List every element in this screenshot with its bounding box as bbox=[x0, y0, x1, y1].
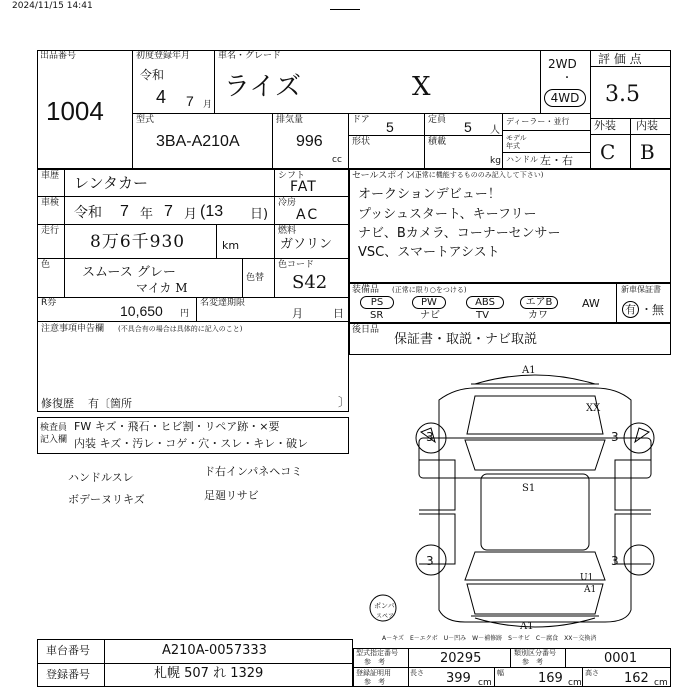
free-note-3: ド右インパネヘコミ bbox=[204, 465, 303, 478]
recycle-value: 10,650 bbox=[120, 303, 163, 319]
car-diagram bbox=[355, 360, 675, 630]
length-unit: cm bbox=[478, 678, 492, 688]
fuel-value: ガソリン bbox=[280, 237, 333, 252]
class-value: 0001 bbox=[604, 651, 638, 666]
notes-label: 注意事項申告欄 bbox=[41, 324, 105, 334]
repair-value: 有〔箇所 bbox=[88, 397, 132, 410]
inspection-label: 車検 bbox=[41, 198, 60, 208]
mileage-label: 走行 bbox=[41, 226, 60, 236]
model-value: 3BA-A210A bbox=[156, 133, 240, 150]
drive-4wd: 4WD bbox=[544, 89, 586, 107]
interior-label: 内装 bbox=[636, 119, 658, 132]
capacity-unit: 人 bbox=[490, 125, 500, 136]
doors-label: ドア bbox=[352, 115, 370, 125]
shift-value: FAT bbox=[290, 179, 317, 195]
aircon-label: 冷房 bbox=[278, 198, 297, 208]
sales-line-2: プッシュスタート、キーフリー bbox=[358, 207, 537, 222]
warranty-dot: ・ bbox=[641, 303, 652, 316]
displacement-unit: cc bbox=[332, 155, 342, 165]
warranty-no: 無 bbox=[652, 303, 665, 317]
inspection-month: 7 bbox=[164, 203, 173, 220]
width-label: 幅 bbox=[497, 669, 504, 677]
equip-leather: カワ bbox=[528, 310, 548, 321]
expiry-day-unit: 日 bbox=[333, 307, 344, 320]
sales-line-3: ナビ、Bカメラ、コーナーセンサー bbox=[358, 226, 561, 241]
mileage-value: 8万6千930 bbox=[90, 232, 186, 252]
sales-line-1: オークションデビュー！ bbox=[358, 187, 501, 202]
inspection-day: (13 bbox=[200, 203, 224, 220]
color-code-label: 色コード bbox=[278, 260, 315, 270]
type-sub: 参 考 bbox=[364, 658, 385, 666]
expiry-label: 名変達期限 bbox=[200, 298, 246, 308]
displacement-label: 排気量 bbox=[276, 115, 304, 125]
mark-rl-wheel: 3 bbox=[426, 554, 434, 568]
exterior-score: C bbox=[600, 140, 616, 164]
equip-sr: SR bbox=[370, 310, 384, 321]
height-unit: cm bbox=[654, 678, 668, 688]
equip-abs: ABS bbox=[466, 296, 504, 309]
width-unit: cm bbox=[568, 678, 582, 688]
height-value: 162 bbox=[624, 671, 649, 686]
expiry-month-unit: 月 bbox=[292, 307, 303, 320]
mark-fl-wheel: 3 bbox=[426, 430, 434, 444]
warranty-label: 新車保証書 bbox=[621, 285, 661, 294]
free-note-4: 足廻リサビ bbox=[204, 489, 259, 502]
timestamp: 2024/11/15 14:41 bbox=[12, 1, 93, 11]
equip-ps: PS bbox=[360, 296, 394, 309]
spare-label: スペア bbox=[376, 613, 395, 620]
equip-navi: ナビ bbox=[420, 310, 440, 321]
reg-cert-sub: 参 考 bbox=[364, 678, 385, 686]
inspection-year: 7 bbox=[120, 203, 129, 220]
free-note-2: ボデーヌリキズ bbox=[68, 493, 145, 506]
equip-pw: PW bbox=[412, 296, 446, 309]
sales-label: セールスポイント bbox=[352, 171, 424, 181]
inspector-label-2: 記入欄 bbox=[40, 435, 68, 445]
doors-value: 5 bbox=[386, 119, 394, 135]
dealer-label: ディーラー・並行 bbox=[506, 117, 570, 126]
first-reg-month-unit: 月 bbox=[203, 100, 213, 110]
chassis-value: A210A-0057333 bbox=[162, 643, 267, 658]
class-label: 類別区分番号 bbox=[514, 649, 556, 657]
displacement-value: 996 bbox=[296, 133, 323, 150]
interior-score: B bbox=[640, 140, 655, 164]
first-reg-label: 初度登録年月 bbox=[136, 51, 191, 61]
handle-value: 左・右 bbox=[540, 154, 573, 167]
lot-number: 1004 bbox=[46, 96, 104, 126]
repair-label: 修復歴 bbox=[41, 397, 74, 410]
equipment-sub: (正常に限り○をつける) bbox=[392, 286, 467, 294]
mark-fr-wheel: 3 bbox=[611, 430, 619, 444]
aircon-value: AC bbox=[296, 207, 320, 223]
color-line2: マイカ M bbox=[136, 281, 188, 295]
drive-dot: ・ bbox=[562, 73, 572, 84]
model-label: 型式 bbox=[136, 115, 155, 125]
inspector-label-1: 検査員 bbox=[40, 423, 68, 433]
free-note-1: ハンドルスレ bbox=[68, 471, 134, 484]
score-label: 評 価 点 bbox=[598, 52, 642, 66]
color-code: S42 bbox=[292, 272, 328, 293]
equip-aw: AW bbox=[582, 297, 600, 310]
equip-airbag: エアB bbox=[520, 296, 558, 309]
capacity-value: 5 bbox=[464, 119, 472, 135]
warranty-yes: 有 bbox=[622, 301, 639, 318]
shift-label: シフト bbox=[278, 171, 306, 181]
load-label: 積載 bbox=[428, 137, 447, 147]
car-name-label: 車名・グレード bbox=[218, 51, 282, 61]
first-reg-year: 4 bbox=[156, 87, 167, 107]
type-label: 型式指定番号 bbox=[356, 649, 398, 657]
mark-xx: XX bbox=[586, 403, 601, 414]
capacity-label: 定員 bbox=[428, 115, 447, 125]
color-change-label: 色替 bbox=[246, 273, 265, 283]
equipment-label: 装備品 bbox=[352, 285, 380, 295]
shape-label: 形状 bbox=[352, 137, 371, 147]
car-name: ライズ bbox=[224, 72, 301, 102]
length-label: 長さ bbox=[410, 669, 424, 677]
inspection-era: 令和 bbox=[74, 205, 102, 221]
exterior-label: 外装 bbox=[594, 119, 616, 132]
after-value: 保証書・取説・ナビ取説 bbox=[394, 332, 538, 347]
reg-cert-label: 登録証明用 bbox=[356, 669, 391, 677]
load-unit: kg bbox=[490, 156, 501, 166]
height-label: 高さ bbox=[585, 669, 599, 677]
fuel-label: 燃料 bbox=[278, 226, 297, 236]
width-value: 169 bbox=[538, 671, 563, 686]
inspector-line-2: 内装 キズ・汚レ・コゲ・穴・スレ・キレ・破レ bbox=[74, 437, 309, 450]
history-label: 車歴 bbox=[41, 171, 60, 181]
inspection-day-unit: 日) bbox=[250, 207, 269, 222]
mark-rr-wheel: 3 bbox=[611, 554, 619, 568]
mark-bumper: A1 bbox=[520, 621, 534, 632]
spare-note: ポンパ bbox=[374, 602, 395, 610]
type-value: 20295 bbox=[440, 651, 482, 666]
lot-label: 出品番号 bbox=[40, 51, 77, 61]
color-label: 色 bbox=[41, 260, 51, 270]
damage-legend: A－キズ E－エクボ U－凹み W－補修跡 S－サビ C－腐食 XX－交換済 bbox=[382, 635, 597, 642]
class-sub: 参 考 bbox=[522, 658, 543, 666]
mark-rear-a1: A1 bbox=[584, 585, 597, 595]
recycle-label: R券 bbox=[41, 298, 57, 308]
model-year-label: モデル 年式 bbox=[506, 134, 527, 150]
color-line1: スムース グレー bbox=[82, 265, 176, 280]
handle-label: ハンドル bbox=[506, 155, 538, 164]
mark-front: A1 bbox=[522, 365, 536, 376]
history-value: レンタカー bbox=[74, 174, 149, 192]
after-label: 後日品 bbox=[352, 325, 380, 335]
car-grade: X bbox=[412, 72, 431, 102]
recycle-unit: 円 bbox=[180, 309, 190, 319]
sales-sub: (正常に機能するもののみ記入して下さい) bbox=[412, 171, 544, 179]
mileage-unit: km bbox=[222, 239, 240, 252]
notes-sub: (不具合有の場合は具体的に記入のこと) bbox=[118, 325, 243, 333]
repair-close: 〕 bbox=[338, 395, 351, 409]
reg-value: 札幌 507 れ 1329 bbox=[154, 666, 264, 681]
sales-line-4: VSC、スマートアシスト bbox=[358, 245, 500, 260]
top-mark bbox=[330, 9, 360, 10]
inspector-line-1: FW キズ・飛石・ヒビ割・リペア跡・×要 bbox=[74, 420, 280, 433]
chassis-label: 車台番号 bbox=[46, 644, 90, 657]
length-value: 399 bbox=[446, 671, 471, 686]
mark-roof: S1 bbox=[522, 483, 536, 494]
first-reg-month: 7 bbox=[186, 93, 194, 109]
equip-tv: TV bbox=[476, 310, 489, 321]
drive-2wd: 2WD bbox=[548, 57, 577, 71]
inspection-year-unit: 年 bbox=[140, 207, 154, 222]
mark-u1: U1 bbox=[580, 573, 594, 583]
first-reg-era: 令和 bbox=[140, 68, 165, 82]
score-value: 3.5 bbox=[605, 82, 640, 107]
reg-label: 登録番号 bbox=[46, 668, 90, 681]
inspection-month-unit: 月 bbox=[184, 207, 198, 222]
